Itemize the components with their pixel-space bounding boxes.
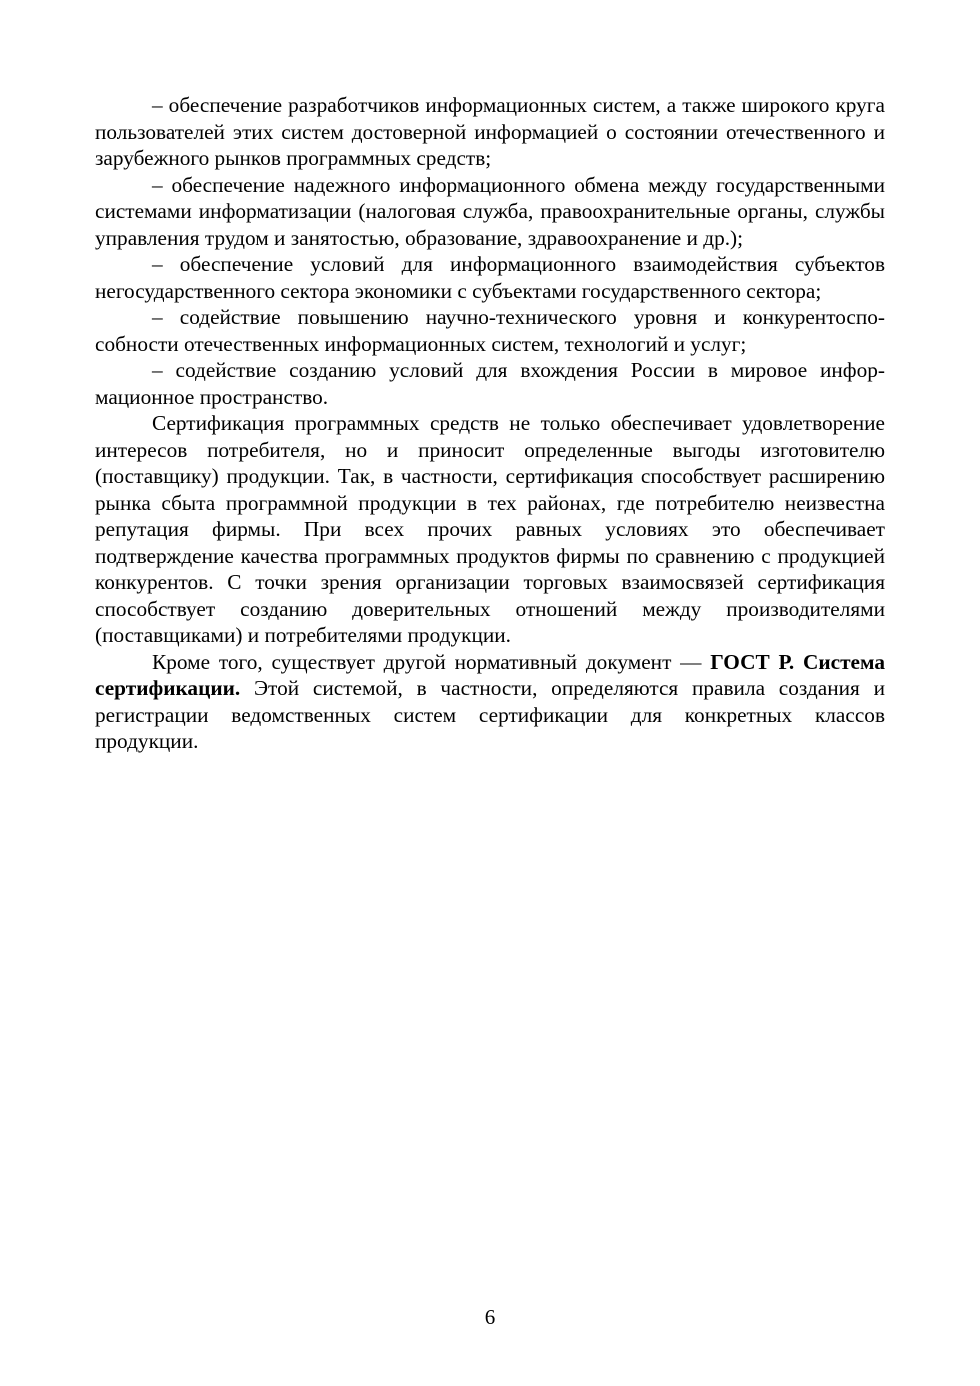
list-item-info-exchange: – обеспечение надежного информационного обмена между государственными системами информатизации (налоговая служба, правоохранительные органы, службы управления трудом и занятостью, образование, здравоохранение и др.); xyxy=(95,172,885,250)
document-body xyxy=(95,92,885,755)
paragraph-gost-standard xyxy=(95,649,885,755)
list-item-interaction-conditions: – обеспечение условий для информационного взаимодействия субъектов негосударственного сектора экономики с субъектами государственного сектора; xyxy=(95,252,885,303)
gost-title-bold: ГОСТ Р. Система сертификации. xyxy=(95,649,886,700)
paragraph-gost-tail: Этой системой, в частности, определяются правила создания и регистрации ведомственных систем сертификации для конкретных классов продукции. xyxy=(95,676,885,753)
list-item-competitiveness: – содействие повышению научно-технического уровня и конкурентоспособности отечественных информационных систем, технологий и услуг; xyxy=(95,305,885,356)
page-number: 6 xyxy=(484,1305,496,1329)
list-item-developers-info: – обеспечение разработчиков информационных систем, а также широкого круга пользователей этих систем достоверной информацией о состоянии отечественного и зарубежного рынков программных средств; xyxy=(95,93,885,170)
paragraph-gost-lead: Кроме того, существует другой нормативный документ — xyxy=(152,649,711,674)
list-item-world-space: – содействие созданию условий для вхождения России в мировое информационное пространство. xyxy=(95,358,885,409)
paragraph-certification-benefits: Сертификация программных средств не только обеспечивает удовлетворение интересов потребителя, но и приносит определенные выгоды изготовителю (поставщику) продукции. Так, в частности, сертификация способствует расширению рынка сбыта программной продукции в тех районах, где потребителю неизвестна репутация фирмы. При всех прочих равных условиях это обеспечивает подтверждение качества программных продуктов фирмы по сравнению с продукцией конкурентов. С точки зрения организации торговых взаимосвязей сертификация способствует созданию доверительных отношений между производителями (поставщиками) и потребителями продукции. xyxy=(95,411,885,647)
